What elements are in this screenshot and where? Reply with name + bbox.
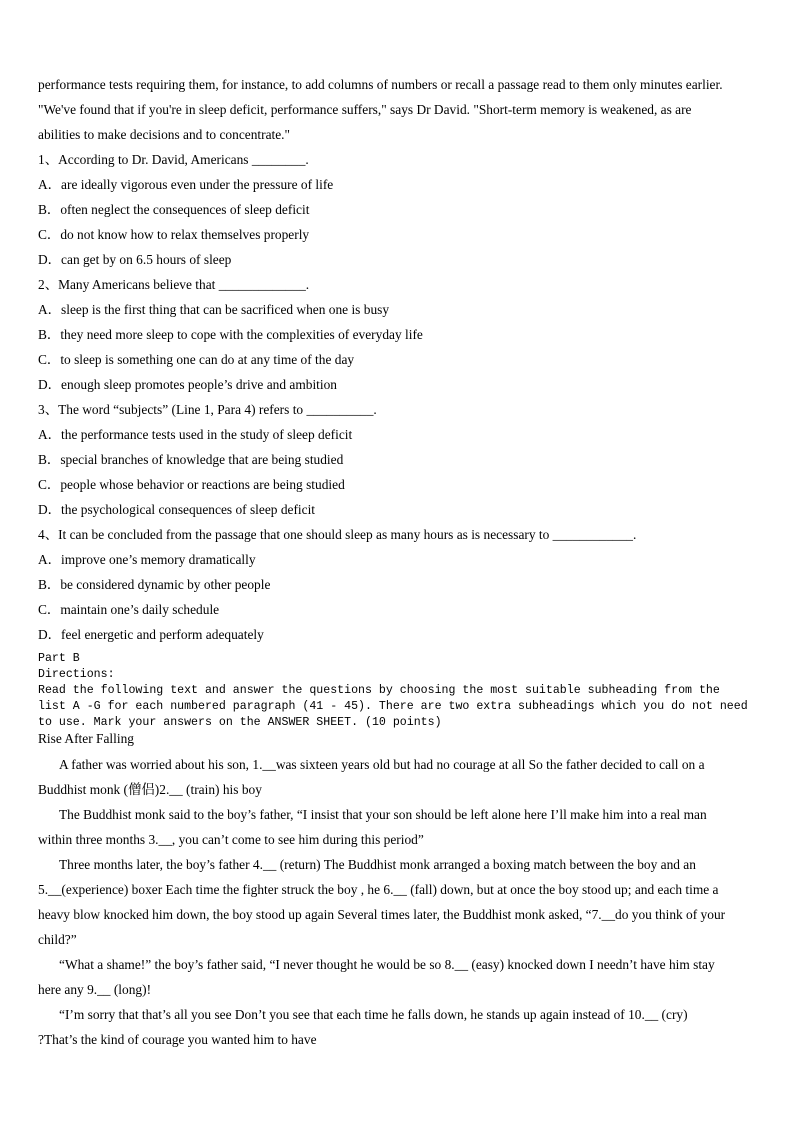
intro-line: "We've found that if you're in sleep deficit, performance suffers," says Dr David. "Short-term memory is weakened, as are — [38, 102, 692, 117]
reading-questions — [38, 76, 768, 651]
passage-title: Rise After Falling — [38, 731, 134, 746]
answer-option: C．to sleep is something one can do at any time of the day — [38, 352, 355, 367]
passage-line: Three months later, the boy’s father 4.__ (return) The Buddhist monk arranged a boxing match between the boy and an — [59, 857, 696, 872]
question-stem: 3、The word “subjects” (Line 1, Para 4) refers to __________. — [38, 402, 377, 417]
answer-option: C．maintain one’s daily schedule — [38, 602, 220, 617]
intro-line: performance tests requiring them, for instance, to add columns of numbers or recall a passage read to them only minutes earlier. — [38, 77, 723, 92]
passage-line: Buddhist monk (僧侣)2.__ (train) his boy — [38, 782, 262, 797]
answer-option: C．people whose behavior or reactions are being studied — [38, 477, 345, 492]
answer-option: D．the psychological consequences of sleep deficit — [38, 502, 316, 517]
answer-option: B．be considered dynamic by other people — [38, 577, 271, 592]
passage-line: The Buddhist monk said to the boy’s father, “I insist that your son should be left alone here I’ll make him into a real man — [59, 807, 707, 822]
passage-line: child?” — [38, 932, 77, 947]
directions-label: Directions: — [38, 668, 115, 681]
passage-line: within three months 3.__, you can’t come to see him during this period” — [38, 832, 424, 847]
directions-line: Read the following text and answer the questions by choosing the most suitable subheading from the — [38, 684, 720, 697]
part-heading: Part B — [38, 652, 80, 665]
answer-option: A．are ideally vigorous even under the pressure of life — [38, 177, 334, 192]
passage-line: heavy blow knocked him down, the boy stood up again Several times later, the Buddhist monk asked, “7.__do you think of your — [38, 907, 726, 922]
passage-line: 5.__(experience) boxer Each time the fighter struck the boy , he 6.__ (fall) down, but at once the boy stood up; and each time a — [38, 882, 719, 897]
answer-option: A．sleep is the first thing that can be sacrificed when one is busy — [38, 302, 390, 317]
passage-line: ?That’s the kind of courage you wanted him to have — [38, 1032, 317, 1047]
answer-option: B．they need more sleep to cope with the complexities of everyday life — [38, 327, 423, 342]
part-b-section — [38, 651, 768, 747]
question-stem: 4、It can be concluded from the passage that one should sleep as many hours as is necessary to ____________. — [38, 527, 637, 542]
passage-line: A father was worried about his son, 1.__was sixteen years old but had no courage at all So the father decided to call on a — [59, 757, 705, 772]
answer-option: B．special branches of knowledge that are being studied — [38, 452, 344, 467]
answer-option: A．the performance tests used in the study of sleep deficit — [38, 427, 353, 442]
passage-line: here any 9.__ (long)! — [38, 982, 152, 997]
passage-line: “What a shame!” the boy’s father said, “I never thought he would be so 8.__ (easy) knocked down I needn’t have him stay — [59, 957, 715, 972]
directions-line: list A -G for each numbered paragraph (41 - 45). There are two extra subheadings which you do not need — [38, 700, 748, 713]
answer-option: D．can get by on 6.5 hours of sleep — [38, 252, 232, 267]
directions-line: to use. Mark your answers on the ANSWER SHEET. (10 points) — [38, 716, 442, 729]
question-stem: 1、According to Dr. David, Americans ________. — [38, 152, 309, 167]
passage-line: “I’m sorry that that’s all you see Don’t you see that each time he falls down, he stands up again instead of 10.__ (cry) — [59, 1007, 688, 1022]
answer-option: B．often neglect the consequences of sleep deficit — [38, 202, 310, 217]
passage — [38, 756, 768, 1056]
answer-option: C．do not know how to relax themselves properly — [38, 227, 310, 242]
intro-line: abilities to make decisions and to concentrate." — [38, 127, 290, 142]
question-stem: 2、Many Americans believe that _____________. — [38, 277, 310, 292]
answer-option: D．feel energetic and perform adequately — [38, 627, 264, 642]
answer-option: A．improve one’s memory dramatically — [38, 552, 256, 567]
answer-option: D．enough sleep promotes people’s drive and ambition — [38, 377, 337, 392]
